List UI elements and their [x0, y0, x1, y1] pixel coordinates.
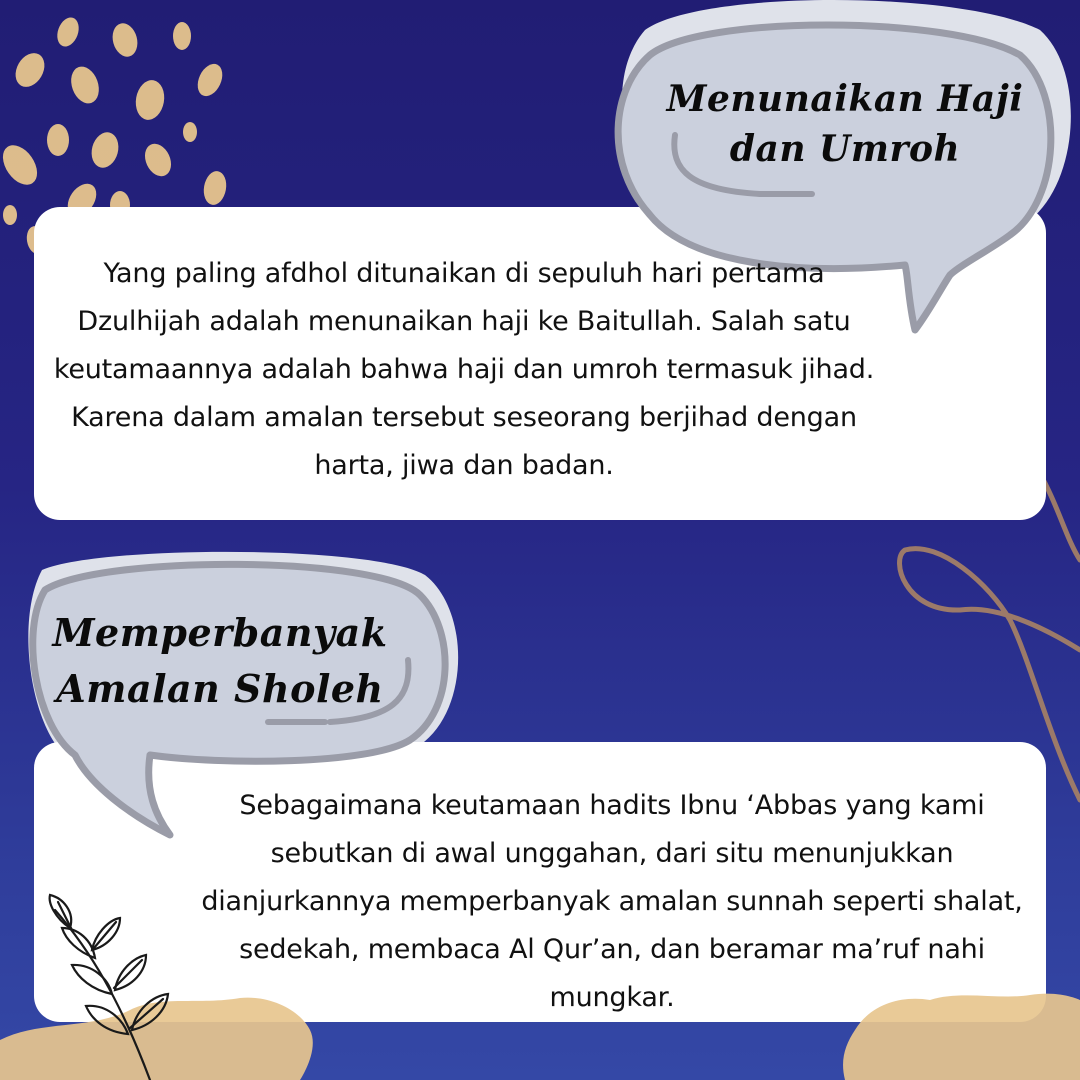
section-body-amalan: Sebagaimana keutamaan hadits Ibnu ‘Abbas yang kami sebutkan di awal unggahan, dari situ menunjukkan dianjurkannya memperbanyak amalan sunnah seperti shalat, sedekah, membaca Al Qur’an, dan beramar ma’ruf nahi mungkar. [201, 790, 1023, 1013]
section-body-haji: Yang paling afdhol ditunaikan di sepuluh hari pertama Dzulhijah adalah menunaikan haji ke Baitullah. Salah satu keutamaannya adalah bahwa haji dan umroh termasuk jihad. Karena dalam amalan tersebut seseorang berjihad dengan harta, jiwa dan badan. [53, 258, 875, 481]
section-title-haji: Menunaikan Haji dan Umroh [666, 78, 1024, 170]
section-title-amalan: Memperbanyak Amalan Sholeh [52, 610, 388, 711]
